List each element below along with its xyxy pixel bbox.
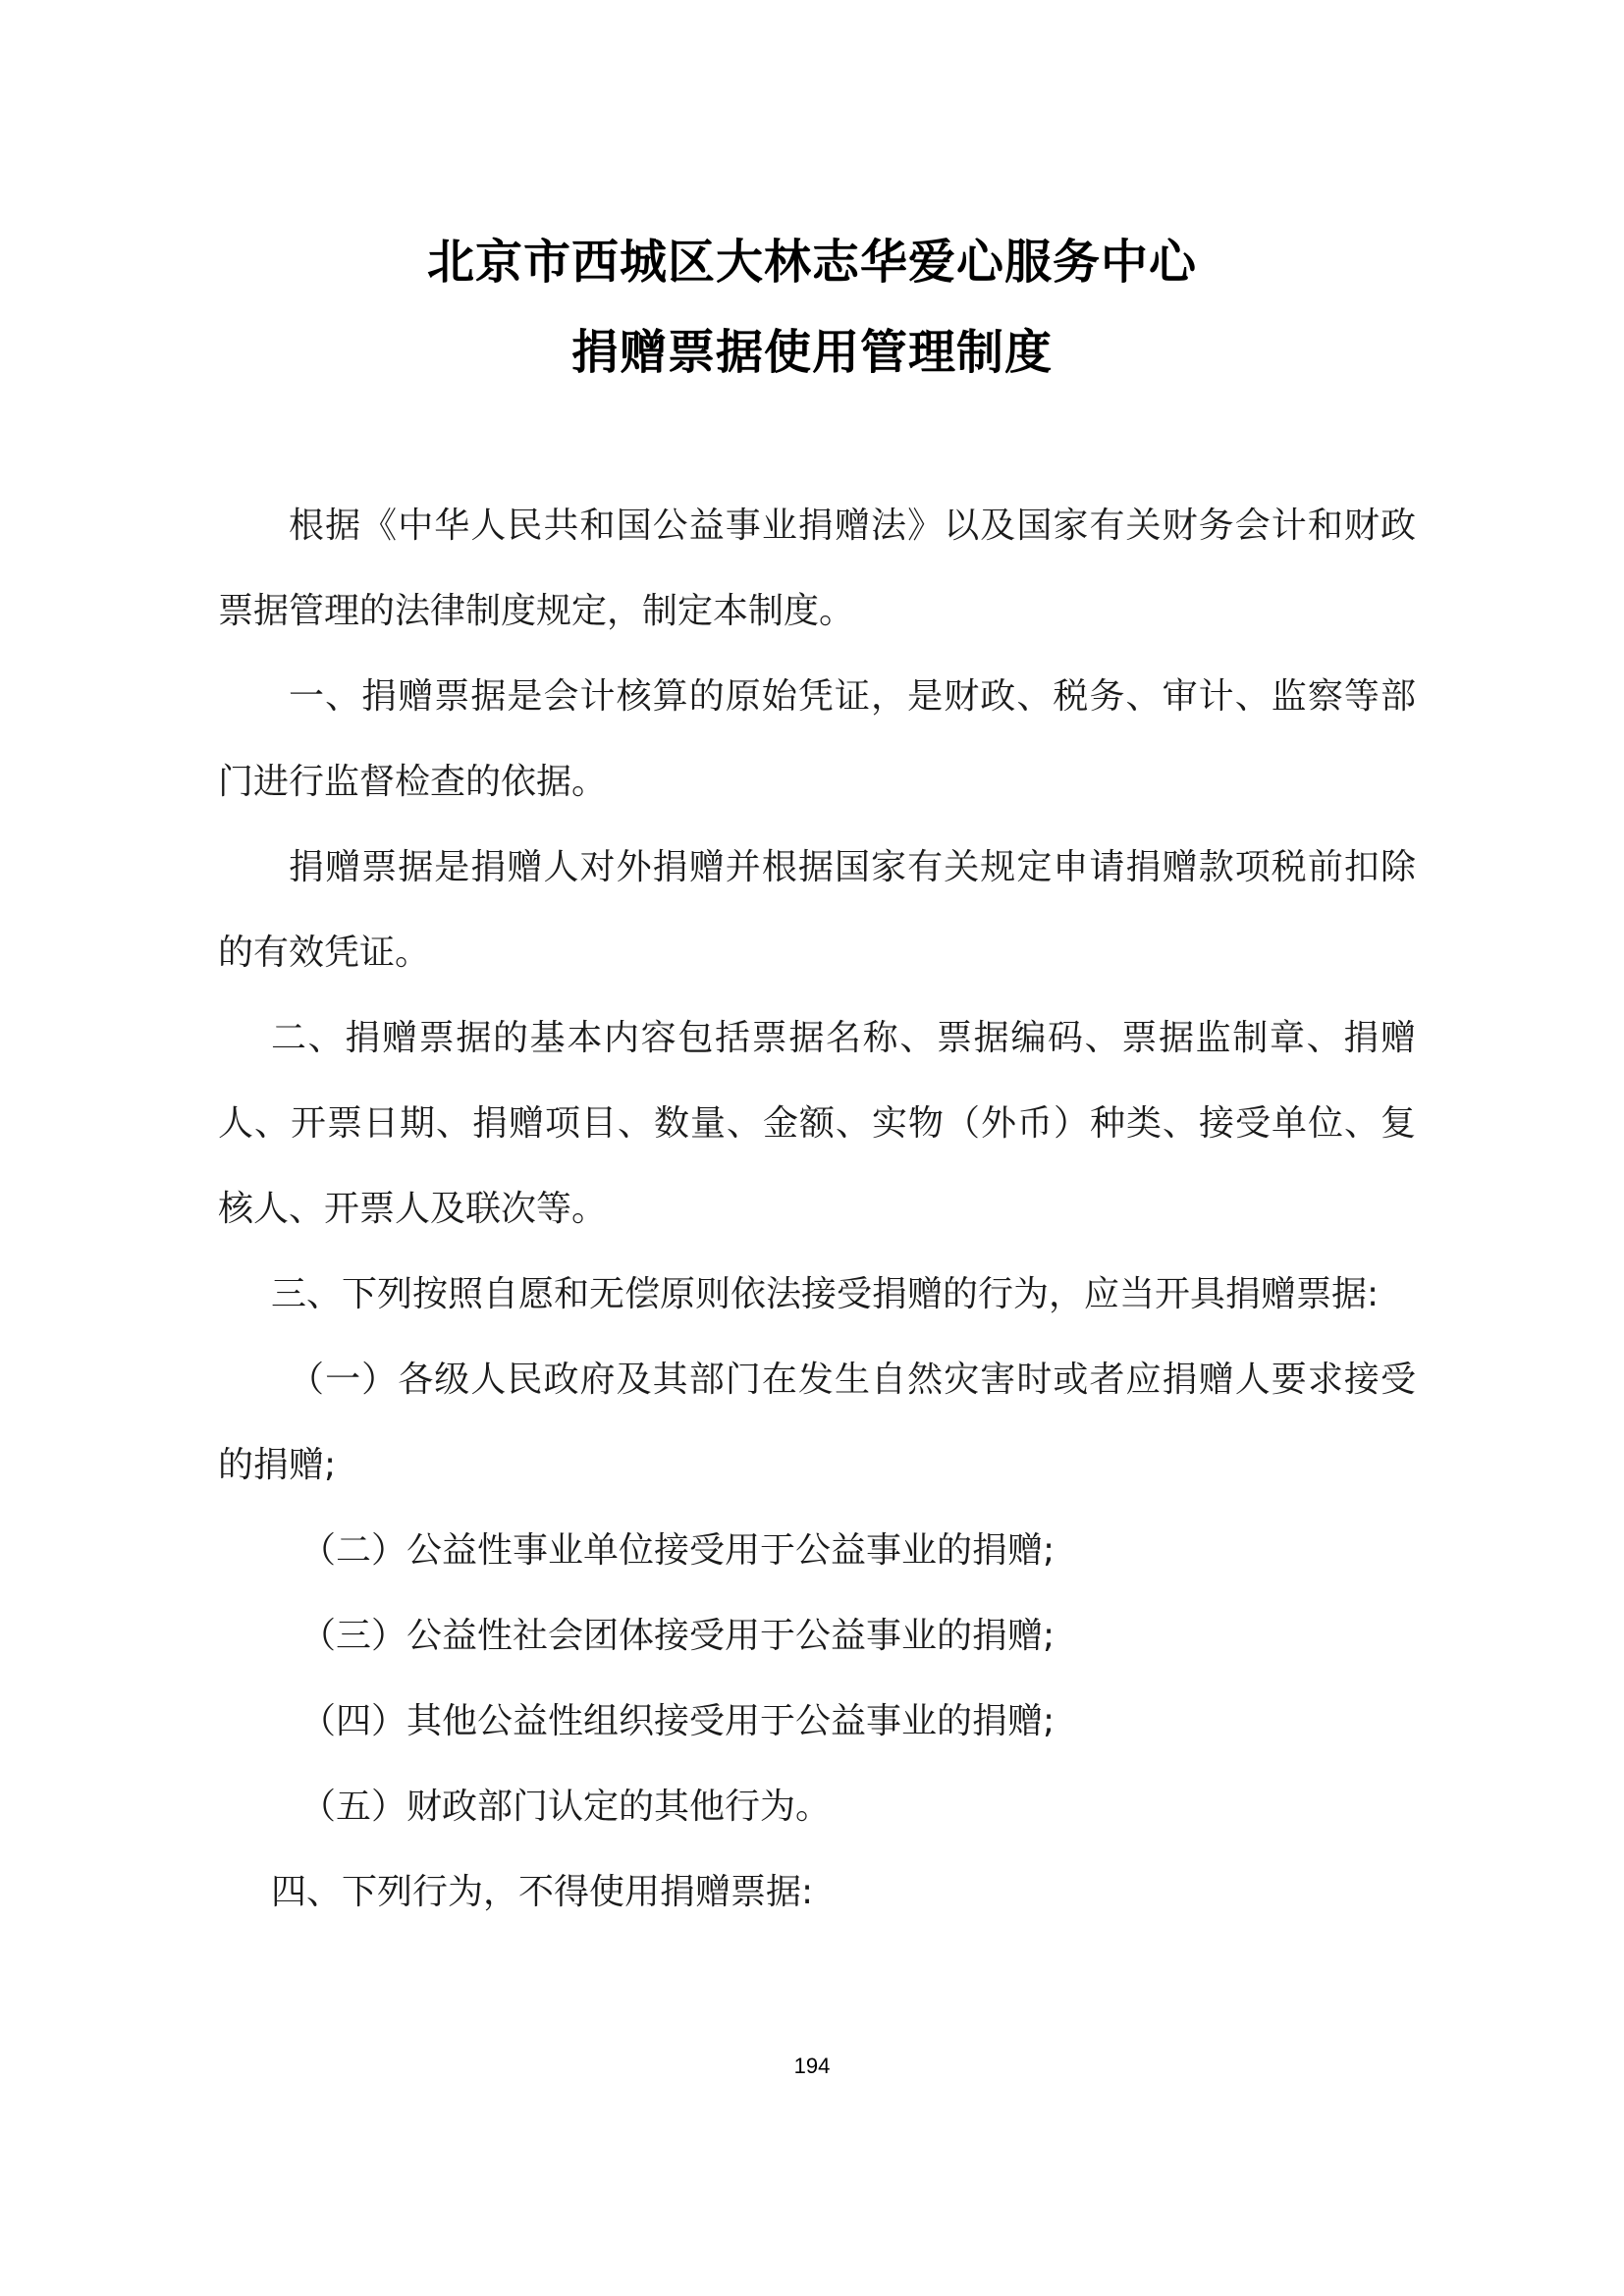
paragraph-article-4: 四、下列行为，不得使用捐赠票据:: [271, 1872, 814, 1912]
paragraph-article-1: 一、捐赠票据是会计核算的原始凭证，是财政、税务、审计、监察等部门进行监督检查的依据。: [218, 676, 1416, 802]
page-number: 194: [793, 2054, 831, 2078]
document-title-line-2: 捐赠票据使用管理制度: [570, 325, 1053, 380]
document-title-line-1: 北京市西城区大林志华爱心服务中心: [426, 235, 1197, 290]
document-body: [218, 483, 1416, 1935]
list-item-3: （三）公益性社会团体接受用于公益事业的捐赠;: [300, 1616, 1056, 1656]
list-item-4: （四）其他公益性组织接受用于公益事业的捐赠;: [300, 1701, 1056, 1741]
list-item-2: （二）公益性事业单位接受用于公益事业的捐赠;: [300, 1530, 1056, 1571]
list-item-1: （一）各级人民政府及其部门在发生自然灾害时或者应捐赠人要求接受的捐赠;: [218, 1360, 1416, 1485]
paragraph-article-3: 三、下列按照自愿和无偿原则依法接受捐赠的行为，应当开具捐赠票据:: [271, 1274, 1380, 1314]
paragraph-preamble: 根据《中华人民共和国公益事业捐赠法》以及国家有关财务会计和财政票据管理的法律制度规定，制定本制度。: [218, 506, 1416, 631]
list-item-5: （五）财政部门认定的其他行为。: [300, 1787, 832, 1827]
paragraph-article-2: 二、捐赠票据的基本内容包括票据名称、票据编码、票据监制章、捐赠人、开票日期、捐赠项目、数量、金额、实物（外币）种类、接受单位、复核人、开票人及联次等。: [218, 1018, 1416, 1229]
paragraph-article-1-cont: 捐赠票据是捐赠人对外捐赠并根据国家有关规定申请捐赠款项税前扣除的有效凭证。: [218, 847, 1416, 973]
